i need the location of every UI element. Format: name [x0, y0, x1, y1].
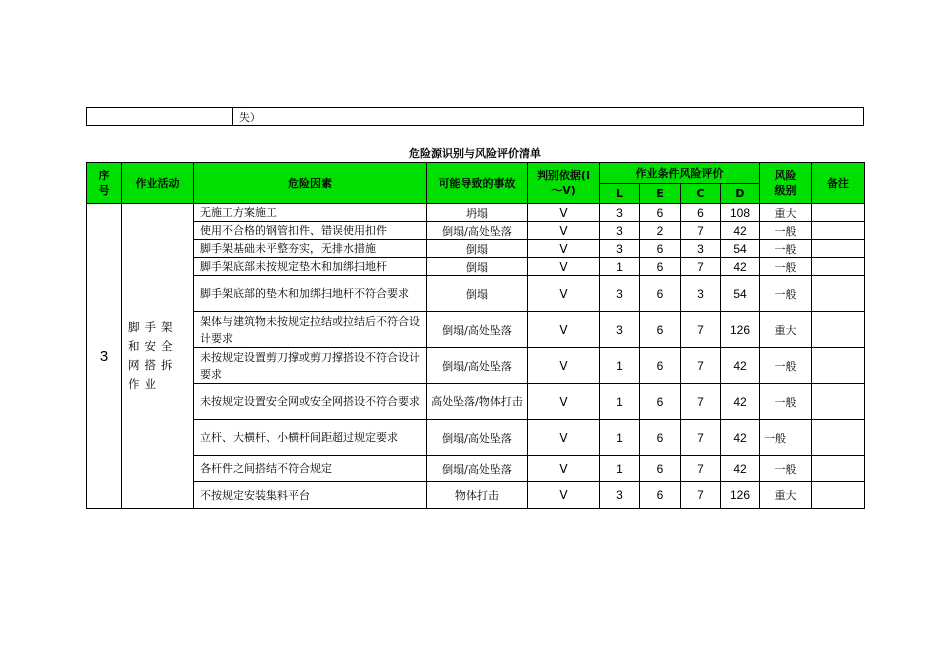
table-row [87, 482, 865, 509]
l-cell: 3 [600, 312, 640, 348]
hazard-cell: 架体与建筑物未按规定拉结或拉结后不符合设计要求 [194, 312, 427, 348]
table-row [87, 384, 865, 420]
header-seq: 序号 [87, 163, 122, 204]
level-cell: 一般 [760, 348, 812, 384]
d-cell: 42 [721, 384, 760, 420]
document-title: 危险源识别与风险评价清单 [409, 147, 541, 160]
remark-cell [812, 276, 865, 312]
l-cell: 1 [600, 456, 640, 482]
hazard-cell: 不按规定安装集料平台 [194, 482, 427, 509]
e-cell: 6 [640, 420, 681, 456]
e-cell: 6 [640, 240, 681, 258]
hazard-cell: 脚手架基础未平整夯实，无排水措施 [194, 240, 427, 258]
accident-cell: 倒塌/高处坠落 [427, 222, 528, 240]
table-row [87, 420, 865, 456]
level-cell: 重大 [760, 482, 812, 509]
d-cell: 42 [721, 348, 760, 384]
table-cell: 失） [233, 108, 864, 126]
e-cell: 6 [640, 348, 681, 384]
d-cell: 42 [721, 420, 760, 456]
table-row [87, 222, 865, 240]
l-cell: 3 [600, 276, 640, 312]
l-cell: 1 [600, 420, 640, 456]
table-row [87, 456, 865, 482]
c-cell: 7 [681, 482, 721, 509]
e-cell: 6 [640, 204, 681, 222]
header-d: D [721, 184, 760, 204]
accident-cell: 倒塌/高处坠落 [427, 456, 528, 482]
header-remark: 备注 [812, 163, 865, 204]
accident-cell: 倒塌/高处坠落 [427, 420, 528, 456]
level-cell: 重大 [760, 312, 812, 348]
c-cell: 7 [681, 456, 721, 482]
header-c: C [681, 184, 721, 204]
basis-cell: Ⅴ [528, 348, 600, 384]
l-cell: 3 [600, 482, 640, 509]
accident-cell: 高处坠落/物体打击 [427, 384, 528, 420]
level-cell: 一般 [760, 240, 812, 258]
header-condition: 作业条件风险评价 [600, 163, 760, 184]
table-row [87, 240, 865, 258]
accident-cell: 倒塌 [427, 276, 528, 312]
d-cell: 126 [721, 312, 760, 348]
d-cell: 42 [721, 456, 760, 482]
c-cell: 7 [681, 420, 721, 456]
remark-cell [812, 240, 865, 258]
accident-cell: 倒塌 [427, 240, 528, 258]
table-cell [87, 108, 233, 126]
remark-cell [812, 420, 865, 456]
hazard-cell: 使用不合格的钢管扣件、错误使用扣件 [194, 222, 427, 240]
c-cell: 3 [681, 276, 721, 312]
d-cell: 54 [721, 240, 760, 258]
basis-cell: Ⅴ [528, 456, 600, 482]
seq-cell: 3 [87, 204, 122, 509]
e-cell: 6 [640, 384, 681, 420]
d-cell: 54 [721, 276, 760, 312]
e-cell: 6 [640, 482, 681, 509]
table-row [87, 258, 865, 276]
remark-cell [812, 482, 865, 509]
e-cell: 6 [640, 312, 681, 348]
table-row [87, 276, 865, 312]
l-cell: 1 [600, 258, 640, 276]
level-cell: 一般 [760, 222, 812, 240]
remark-cell [812, 204, 865, 222]
basis-cell: Ⅴ [528, 276, 600, 312]
remark-cell [812, 222, 865, 240]
header-accident: 可能导致的事故 [427, 163, 528, 204]
e-cell: 6 [640, 276, 681, 312]
c-cell: 7 [681, 222, 721, 240]
basis-cell: Ⅴ [528, 384, 600, 420]
level-cell: 一般 [760, 258, 812, 276]
accident-cell: 倒塌 [427, 258, 528, 276]
level-cell: 一般 [760, 420, 812, 456]
level-cell: 一般 [760, 456, 812, 482]
accident-cell: 倒塌/高处坠落 [427, 312, 528, 348]
d-cell: 42 [721, 258, 760, 276]
e-cell: 2 [640, 222, 681, 240]
basis-cell: Ⅴ [528, 420, 600, 456]
header-activity: 作业活动 [122, 163, 194, 204]
table-row [87, 108, 864, 126]
level-cell: 一般 [760, 384, 812, 420]
level-cell: 一般 [760, 276, 812, 312]
remark-cell [812, 348, 865, 384]
remark-cell [812, 312, 865, 348]
basis-cell: Ⅴ [528, 312, 600, 348]
e-cell: 6 [640, 258, 681, 276]
header-hazard: 危险因素 [194, 163, 427, 204]
c-cell: 7 [681, 348, 721, 384]
table-row [87, 348, 865, 384]
table-row [87, 312, 865, 348]
header-row [87, 163, 865, 184]
previous-page-table-fragment [86, 107, 864, 126]
header-l: L [600, 184, 640, 204]
c-cell: 7 [681, 312, 721, 348]
c-cell: 7 [681, 384, 721, 420]
accident-cell: 倒塌/高处坠落 [427, 348, 528, 384]
e-cell: 6 [640, 456, 681, 482]
hazard-cell: 立杆、大横杆、小横杆间距超过规定要求 [194, 420, 427, 456]
c-cell: 6 [681, 204, 721, 222]
hazard-cell: 无施工方案施工 [194, 204, 427, 222]
basis-cell: Ⅴ [528, 204, 600, 222]
c-cell: 7 [681, 258, 721, 276]
basis-cell: Ⅴ [528, 222, 600, 240]
remark-cell [812, 456, 865, 482]
header-level: 风险级别 [760, 163, 812, 204]
remark-cell [812, 258, 865, 276]
accident-cell: 物体打击 [427, 482, 528, 509]
accident-cell: 坍塌 [427, 204, 528, 222]
hazard-cell: 脚手架底部的垫木和加绑扫地杆不符合要求 [194, 276, 427, 312]
c-cell: 3 [681, 240, 721, 258]
l-cell: 1 [600, 348, 640, 384]
hazard-cell: 未按规定设置剪刀撑或剪刀撑搭设不符合设计要求 [194, 348, 427, 384]
d-cell: 108 [721, 204, 760, 222]
header-e: E [640, 184, 681, 204]
activity-cell: 脚手架和安全网搭拆作业 [122, 204, 194, 509]
basis-cell: Ⅴ [528, 240, 600, 258]
l-cell: 3 [600, 240, 640, 258]
l-cell: 3 [600, 204, 640, 222]
header-basis: 判别依据(Ⅰ～Ⅴ) [528, 163, 600, 204]
hazard-cell: 未按规定设置安全网或安全网搭设不符合要求 [194, 384, 427, 420]
remark-cell [812, 384, 865, 420]
d-cell: 126 [721, 482, 760, 509]
basis-cell: Ⅴ [528, 258, 600, 276]
table-row [87, 204, 865, 222]
l-cell: 1 [600, 384, 640, 420]
hazard-cell: 脚手架底部未按规定垫木和加绑扫地杆 [194, 258, 427, 276]
basis-cell: Ⅴ [528, 482, 600, 509]
d-cell: 42 [721, 222, 760, 240]
level-cell: 重大 [760, 204, 812, 222]
l-cell: 3 [600, 222, 640, 240]
hazard-cell: 各杆件之间搭结不符合规定 [194, 456, 427, 482]
risk-assessment-table [86, 162, 865, 509]
